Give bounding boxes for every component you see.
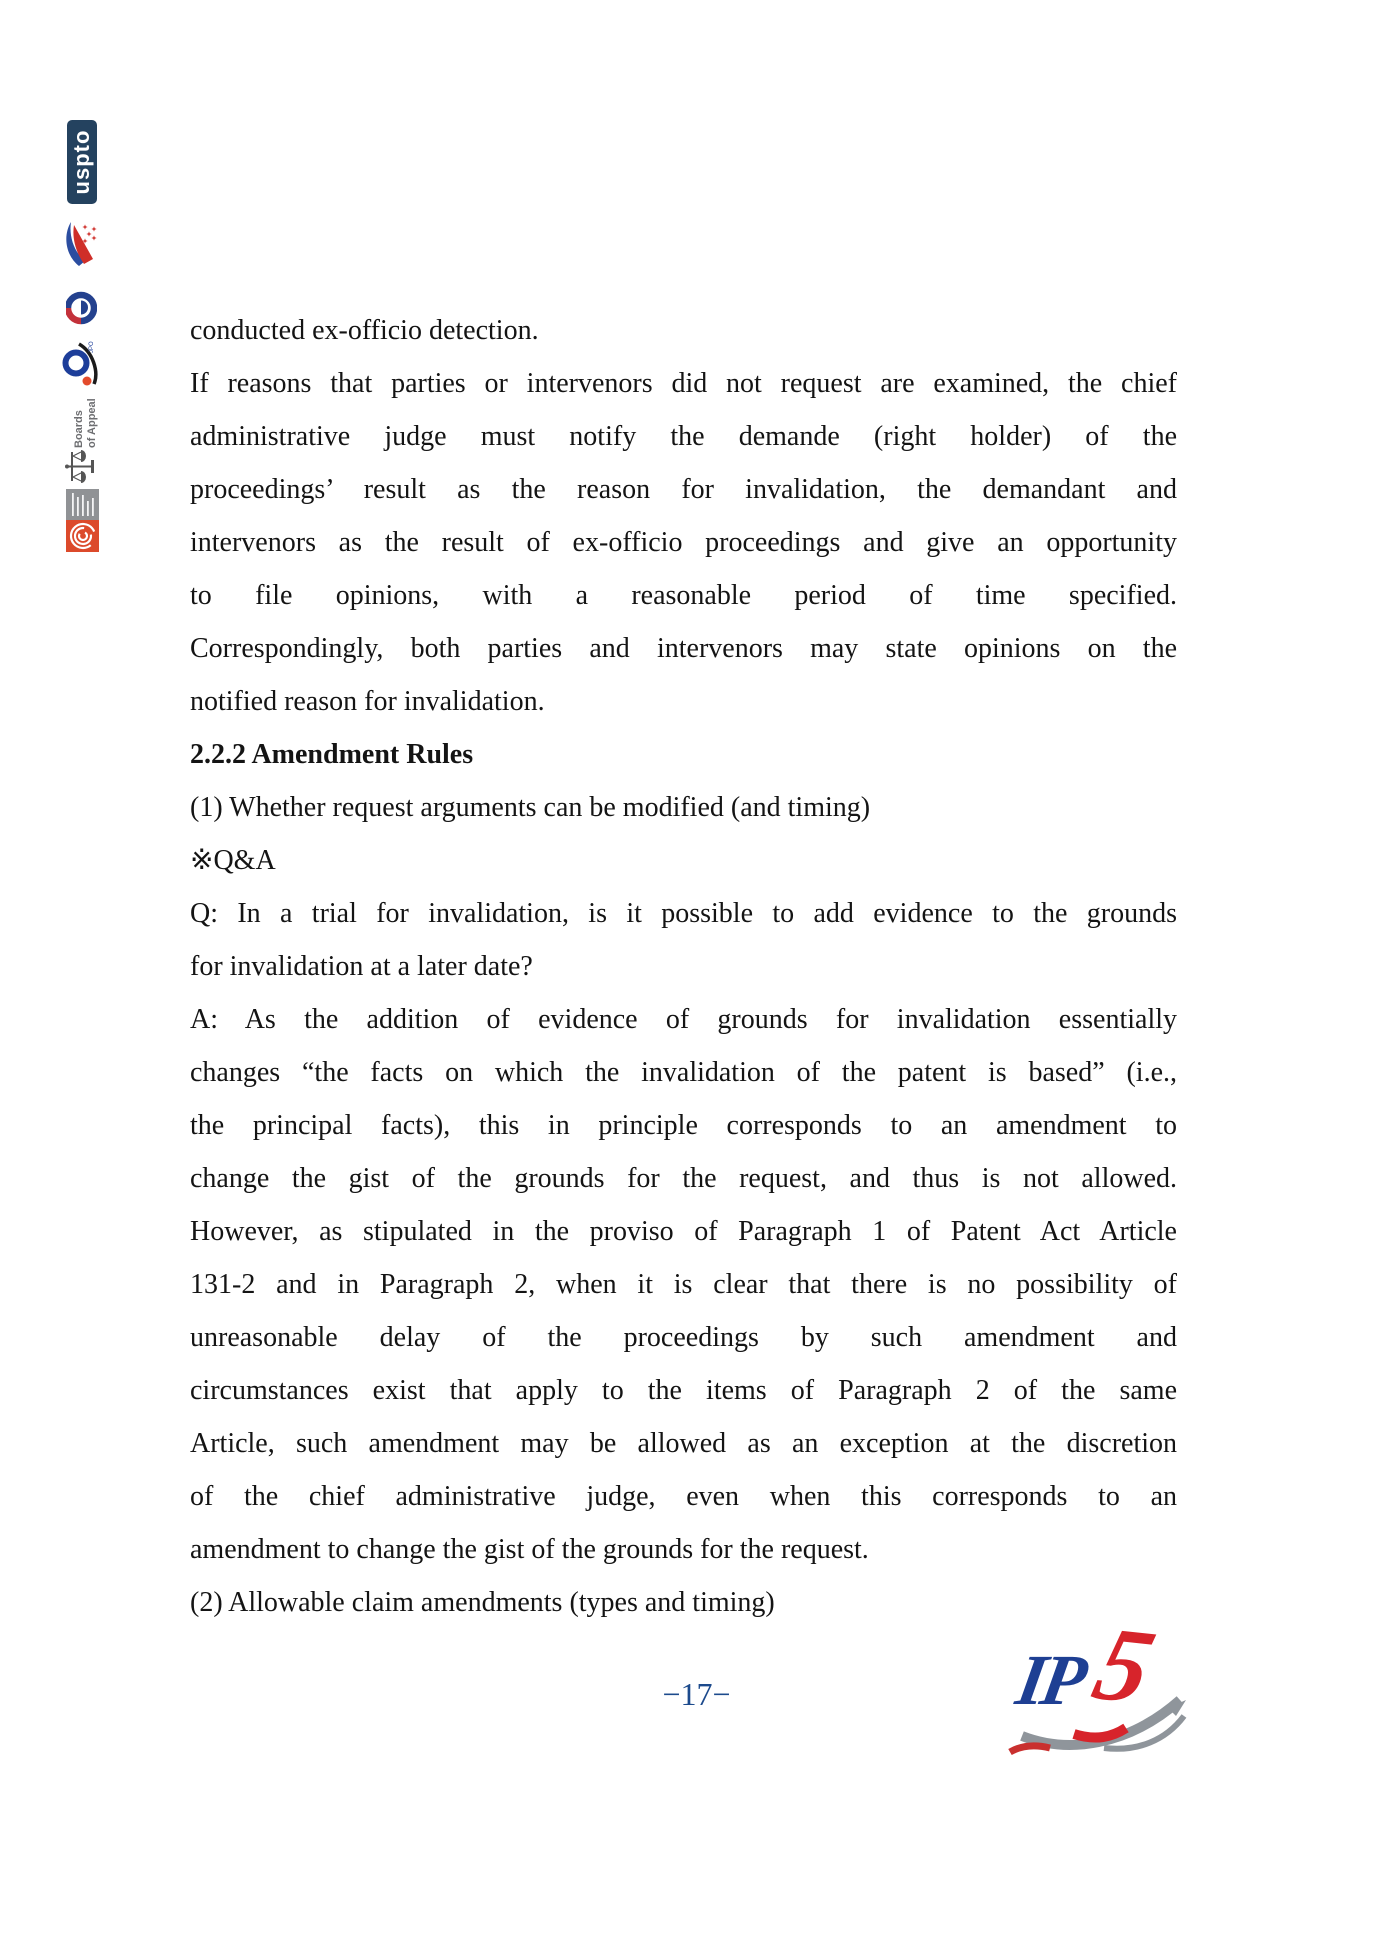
text-line: intervenors as the result of ex-officio proceedings and give an opportunity [190, 527, 1177, 558]
boards-of-appeal-line2: of Appeal [85, 398, 98, 448]
qa-marker-line: ※Q&A [190, 845, 276, 876]
text-line: A: As the addition of evidence of grounds for invalidation essentially [190, 1004, 1177, 1035]
boards-of-appeal-line1: Boards [72, 410, 85, 448]
ip5-logo [1008, 1605, 1190, 1762]
text-line: Article, such amendment may be allowed as an exception at the discretion [190, 1428, 1177, 1459]
text-line: of the chief administrative judge, even when this corresponds to an [190, 1481, 1177, 1512]
scales-of-justice-icon [64, 448, 97, 485]
uspto-logo-label: uspto [69, 129, 94, 195]
text-line: circumstances exist that apply to the items of Paragraph 2 of the same [190, 1375, 1177, 1406]
text-line: changes “the facts on which the invalidation of the patent is based” (i.e., [190, 1057, 1177, 1088]
text-line: amendment to change the gist of the grounds for the request. [190, 1534, 869, 1565]
text-line: (2) Allowable claim amendments (types and timing) [190, 1587, 775, 1618]
text-line: unreasonable delay of the proceedings by such amendment and [190, 1322, 1177, 1353]
ip5-logo-five: 5 [1082, 1605, 1166, 1726]
epo-spiral-icon [66, 520, 99, 552]
cnipa-logo [63, 219, 99, 269]
text-line: conducted ex-officio detection. [190, 315, 539, 346]
document-body [190, 304, 1177, 1629]
text-line: administrative judge must notify the demande (right holder) of the [190, 421, 1177, 452]
jpo-logo [61, 341, 100, 388]
jpo-logo-label: JPO [89, 341, 95, 353]
text-line: change the gist of the grounds for the request, and thus is not allowed. [190, 1163, 1177, 1194]
epo-text-block [66, 489, 99, 520]
boards-of-appeal-label [69, 397, 102, 448]
uspto-logo [67, 120, 97, 204]
text-line: notified reason for invalidation. [190, 686, 545, 717]
kipo-logo [66, 285, 97, 330]
text-line: for invalidation at a later date? [190, 951, 533, 982]
cnipa-logo-icon [63, 219, 99, 269]
text-line: If reasons that parties or intervenors did not request are examined, the chief [190, 368, 1177, 399]
epo-logo [66, 520, 99, 552]
text-line: 131-2 and in Paragraph 2, when it is clear that there is no possibility of [190, 1269, 1177, 1300]
kipo-logo-icon [66, 285, 97, 330]
text-line: (1) Whether request arguments can be modified (and timing) [190, 792, 871, 823]
text-line: proceedings’ result as the reason for invalidation, the demandant and [190, 474, 1177, 505]
ip5-logo-ip: IP [1010, 1640, 1090, 1720]
jpo-logo-icon [61, 341, 100, 388]
text-line: Q: In a trial for invalidation, is it possible to add evidence to the grounds [190, 898, 1177, 929]
text-line: Correspondingly, both parties and intervenors may state opinions on the [190, 633, 1177, 664]
section-heading: 2.2.2 Amendment Rules [190, 739, 474, 770]
text-line: the principal facts), this in principle corresponds to an amendment to [190, 1110, 1177, 1141]
page-number: −17− [662, 1676, 731, 1712]
text-line: However, as stipulated in the proviso of Paragraph 1 of Patent Act Article [190, 1216, 1177, 1247]
text-line: to file opinions, with a reasonable period of time specified. [190, 580, 1177, 611]
